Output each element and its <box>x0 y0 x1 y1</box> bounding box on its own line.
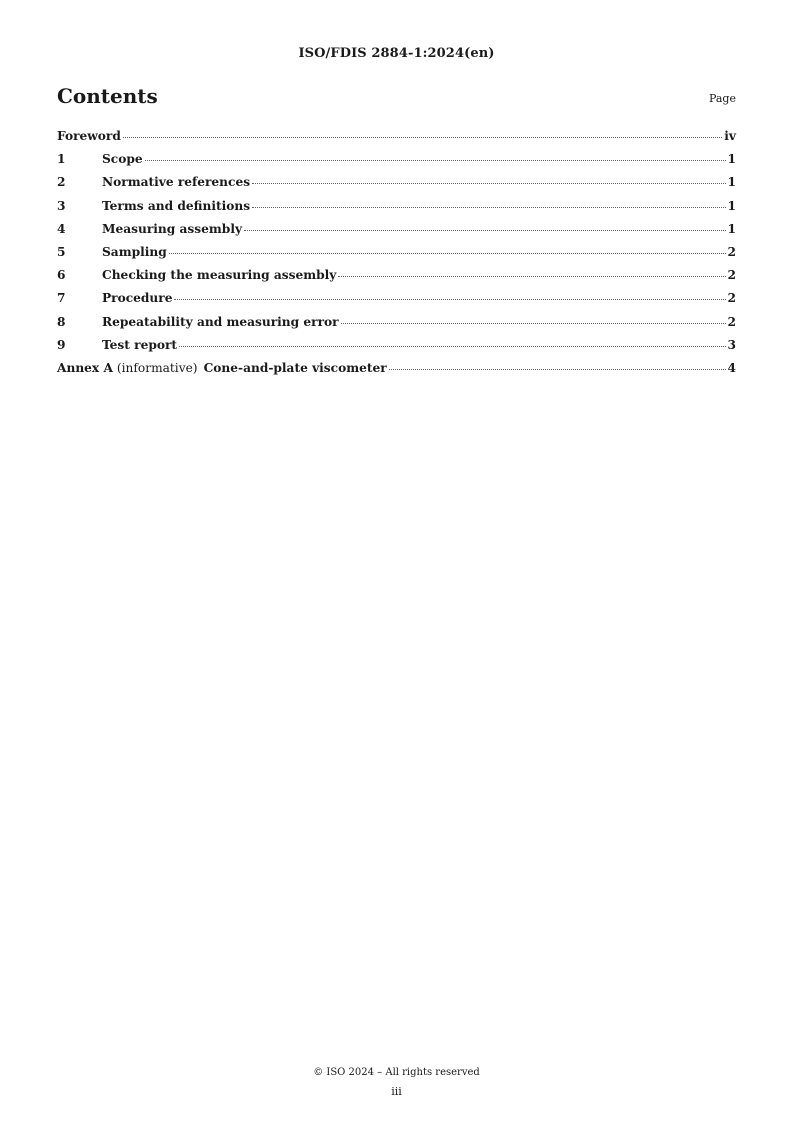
toc-entry-title: Repeatability and measuring error <box>102 314 339 329</box>
toc-entry-number: 8 <box>57 314 66 329</box>
toc-entry-sampling[interactable] <box>57 245 736 268</box>
dot-leader <box>123 137 722 138</box>
toc-entry-title: Foreword <box>57 129 121 143</box>
toc-entry-page: 1 <box>727 152 736 167</box>
toc-entry-checking-measuring-assembly[interactable] <box>57 268 736 291</box>
toc-entry-title: Checking the measuring assembly <box>102 268 337 283</box>
dot-leader <box>389 369 726 370</box>
toc-entry-test-report[interactable] <box>57 338 736 361</box>
toc-entry-page: 1 <box>727 198 736 213</box>
table-of-contents <box>57 129 736 384</box>
toc-entry-foreword[interactable] <box>57 129 736 152</box>
toc-entry-number: 4 <box>57 221 66 236</box>
dot-leader <box>252 183 725 184</box>
page-number: iii <box>391 1085 402 1098</box>
toc-entry-page: 2 <box>727 268 736 283</box>
toc-entry-normative-references[interactable] <box>57 175 736 198</box>
toc-entry-page: 2 <box>727 314 736 329</box>
toc-entry-page: iv <box>724 129 736 143</box>
toc-entry-page: 1 <box>727 221 736 236</box>
annex-label: Annex A <box>57 360 113 375</box>
dot-leader <box>169 253 726 254</box>
toc-entry-measuring-assembly[interactable] <box>57 222 736 245</box>
toc-entry-title: Measuring assembly <box>102 221 243 236</box>
toc-entry-title: Test report <box>102 337 178 352</box>
page-column-label: Page <box>708 92 736 105</box>
toc-entry-number: 3 <box>57 198 66 213</box>
toc-entry-terms-and-definitions[interactable] <box>57 199 736 222</box>
toc-entry-repeatability[interactable] <box>57 315 736 338</box>
toc-entry-number: 1 <box>57 152 66 167</box>
toc-entry-number: 5 <box>57 244 66 259</box>
toc-entry-page: 4 <box>727 360 736 375</box>
toc-entry-title: Terms and definitions <box>102 198 251 213</box>
dot-leader <box>244 230 725 231</box>
toc-entry-scope[interactable] <box>57 152 736 175</box>
toc-entry-number: 7 <box>57 291 66 306</box>
dot-leader <box>174 299 725 300</box>
toc-entry-page: 2 <box>727 244 736 259</box>
toc-entry-page: 3 <box>727 337 736 352</box>
copyright-footer: © ISO 2024 – All rights reserved <box>313 1067 480 1078</box>
toc-entry-title: Procedure <box>102 291 173 306</box>
contents-heading: Contents <box>57 84 158 108</box>
toc-entry-annex-a[interactable] <box>57 361 736 384</box>
toc-entry-procedure[interactable] <box>57 291 736 314</box>
dot-leader <box>145 160 726 161</box>
toc-entry-number: 2 <box>57 175 66 190</box>
toc-entry-title: Scope <box>102 152 143 167</box>
toc-entry-title: Sampling <box>102 244 167 259</box>
toc-entry-page: 2 <box>727 291 736 306</box>
toc-entry-title: Cone-and-plate viscometer <box>203 360 387 375</box>
dot-leader <box>341 323 726 324</box>
document-id-header: ISO/FDIS 2884-1:2024(en) <box>298 46 495 61</box>
toc-entry-title: Normative references <box>102 175 251 190</box>
dot-leader <box>179 346 725 347</box>
dot-leader <box>252 207 725 208</box>
dot-leader <box>338 276 725 277</box>
toc-entry-number: 6 <box>57 268 66 283</box>
annex-informative-note: (informative) <box>116 360 198 375</box>
toc-entry-page: 1 <box>727 175 736 190</box>
toc-entry-number: 9 <box>57 337 66 352</box>
